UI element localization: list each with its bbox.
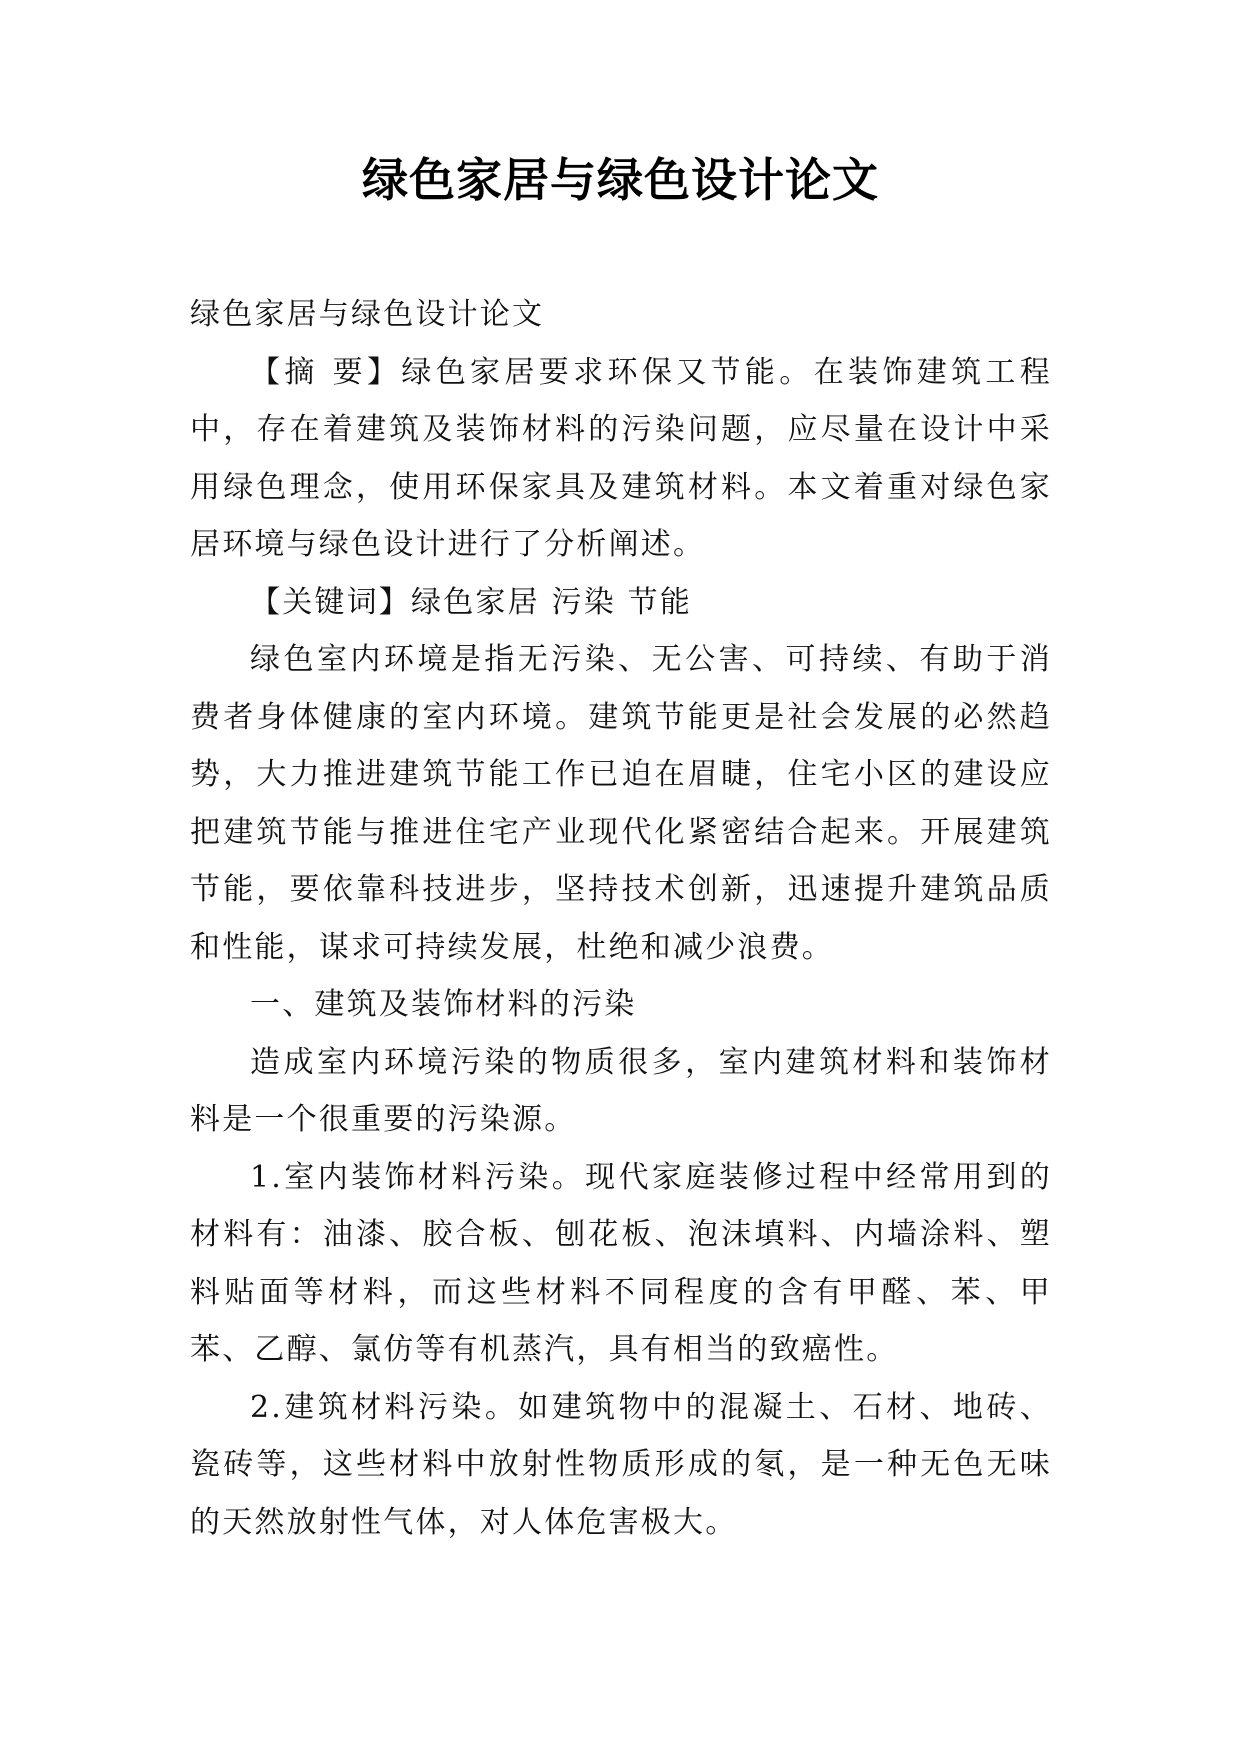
page-title: 绿色家居与绿色设计论文 — [362, 153, 879, 207]
body-paragraph: 绿色室内环境是指无污染、无公害、可持续、有助于消费者身体健康的室内环境。建筑节能更是社会发展的必然趋势，大力推进建筑节能工作已迫在眉睫，住宅小区的建设应把建筑节能与推进住宅产业现代化紧密结合起来。开展建筑节能，要依靠科技进步，坚持技术创新，迅速提升建筑品质和性能，谋求可持续发展，杜绝和减少浪费。 — [190, 642, 1052, 965]
section-heading: 一、建筑及装饰材料的污染 — [250, 987, 637, 1022]
document-body — [190, 286, 1052, 1551]
document-subtitle: 绿色家居与绿色设计论文 — [190, 297, 545, 332]
abstract-paragraph: 【摘 要】绿色家居要求环保又节能。在装饰建筑工程中，存在着建筑及装饰材料的污染问题，应尽量在设计中采用绿色理念，使用环保家具及建筑材料。本文着重对绿色家居环境与绿色设计进行了分析阐述。 — [190, 354, 1052, 562]
body-paragraph: 造成室内环境污染的物质很多，室内建筑材料和装饰材料是一个很重要的污染源。 — [190, 1044, 1052, 1137]
body-paragraph: 2.建筑材料污染。如建筑物中的混凝土、石材、地砖、瓷砖等，这些材料中放射性物质形成的氡，是一种无色无味的天然放射性气体，对人体危害极大。 — [190, 1389, 1052, 1540]
body-paragraph: 1.室内装饰材料污染。现代家庭装修过程中经常用到的材料有：油漆、胶合板、刨花板、泡沫填料、内墙涂料、塑料贴面等材料，而这些材料不同程度的含有甲醛、苯、甲苯、乙醇、氯仿等有机蒸汽，具有相当的致癌性。 — [190, 1159, 1052, 1367]
keywords-paragraph: 【关键词】绿色家居 污染 节能 — [250, 584, 693, 620]
